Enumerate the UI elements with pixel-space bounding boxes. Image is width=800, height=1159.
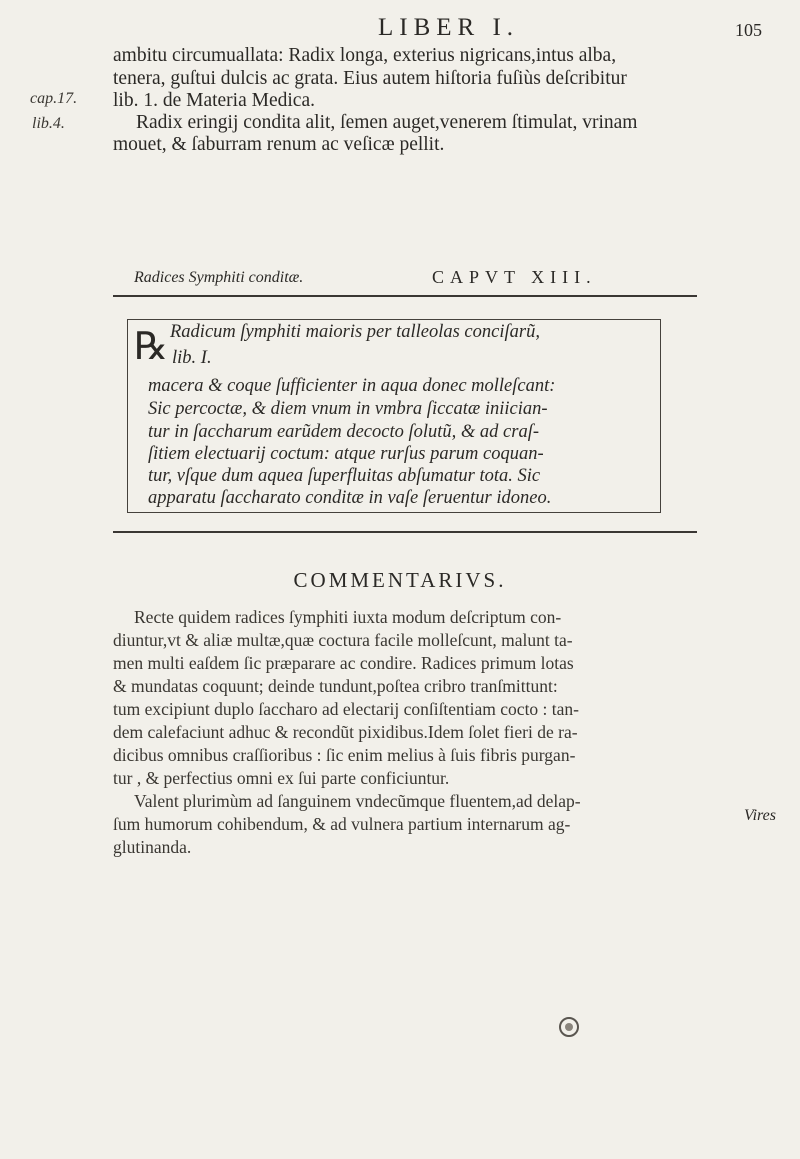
- recipe-line: ſitiem electuarij coctum: atque rurſus parum coquan-: [148, 444, 544, 464]
- commentary-line: tur , & perfectius omni ex ſui parte conficiuntur.: [113, 768, 450, 788]
- commentary-line: tum excipiunt duplo ſaccharo ad electarij conſiſtentiam cocto : tan-: [113, 699, 580, 719]
- body-line: ambitu circumuallata: Radix longa, exterius nigricans,intus alba,: [113, 45, 617, 66]
- commentary-line: glutinanda.: [113, 837, 192, 857]
- recipe-line: tur, vſque dum aquea ſuperfluitas abſumatur tota. Sic: [148, 466, 541, 486]
- commentary-line: dem calefaciunt adhuc & recondũt pixidibus.Idem ſolet fieri de ra-: [113, 722, 578, 742]
- commentary-line: Valent plurimùm ad ſanguinem vndecũmque fluentem,ad delap-: [134, 791, 581, 811]
- commentary-line: Recte quidem radices ſymphiti iuxta modum deſcriptum con-: [134, 607, 562, 627]
- chapter-subject: Radices Symphiti conditæ.: [134, 269, 304, 286]
- running-head: [0, 14, 800, 48]
- commentary-title: COMMENTARIVS.: [293, 568, 507, 592]
- running-title: LIBER I.: [378, 14, 520, 41]
- recipe-symbol: ℞: [134, 326, 169, 368]
- page-number: 105: [735, 20, 762, 40]
- commentary-line: ſum humorum cohibendum, & ad vulnera partium internarum ag-: [113, 814, 571, 834]
- margin-note-cap: cap.17.: [30, 90, 78, 107]
- chapter-number: CAPVT XIII.: [432, 267, 597, 287]
- commentary-line: men multi eaſdem ſic præparare ac condire. Radices primum lotas: [113, 653, 574, 673]
- recipe-line: lib. I.: [172, 348, 212, 368]
- margin-note-vires: Vires: [744, 807, 776, 824]
- recipe-line: apparatu ſaccharato conditæ in vaſe ſeruentur idoneo.: [148, 488, 552, 508]
- recipe-line: macera & coque ſufficienter in aqua donec molleſcant:: [148, 376, 556, 396]
- recipe-box: [127, 319, 661, 513]
- recipe-line: Radicum ſymphiti maioris per talleolas conciſarũ,: [170, 322, 540, 342]
- ornament-icon: [559, 1017, 579, 1037]
- body-line: lib. 1. de Materia Medica.: [113, 90, 315, 111]
- body-line: mouet, & ſaburram renum ac veſicæ pellit.: [113, 134, 445, 155]
- recipe-line: Sic percoctæ, & diem vnum in vmbra ſiccatæ iniician-: [148, 399, 548, 419]
- recipe-line: tur in ſaccharum earũdem decocto ſolutũ, & ad craſ-: [148, 422, 540, 442]
- commentary-line: & mundatas coquunt; deinde tundunt,poſtea cribro tranſmittunt:: [113, 676, 558, 696]
- body-line: Radix eringij condita alit, ſemen auget,venerem ſtimulat, vrinam: [136, 112, 638, 133]
- bottom-rule: [113, 531, 697, 533]
- top-rule: [113, 295, 697, 297]
- margin-note-lib: lib.4.: [32, 115, 65, 132]
- commentary-line: diuntur,vt & aliæ multæ,quæ coctura facile molleſcunt, malunt ta-: [113, 630, 573, 650]
- body-line: tenera, guſtui dulcis ac grata. Eius autem hiſtoria fuſiùs deſcribitur: [113, 68, 627, 89]
- commentary-line: dicibus omnibus craſſioribus : ſic enim melius à ſuis fibris purgan-: [113, 745, 576, 765]
